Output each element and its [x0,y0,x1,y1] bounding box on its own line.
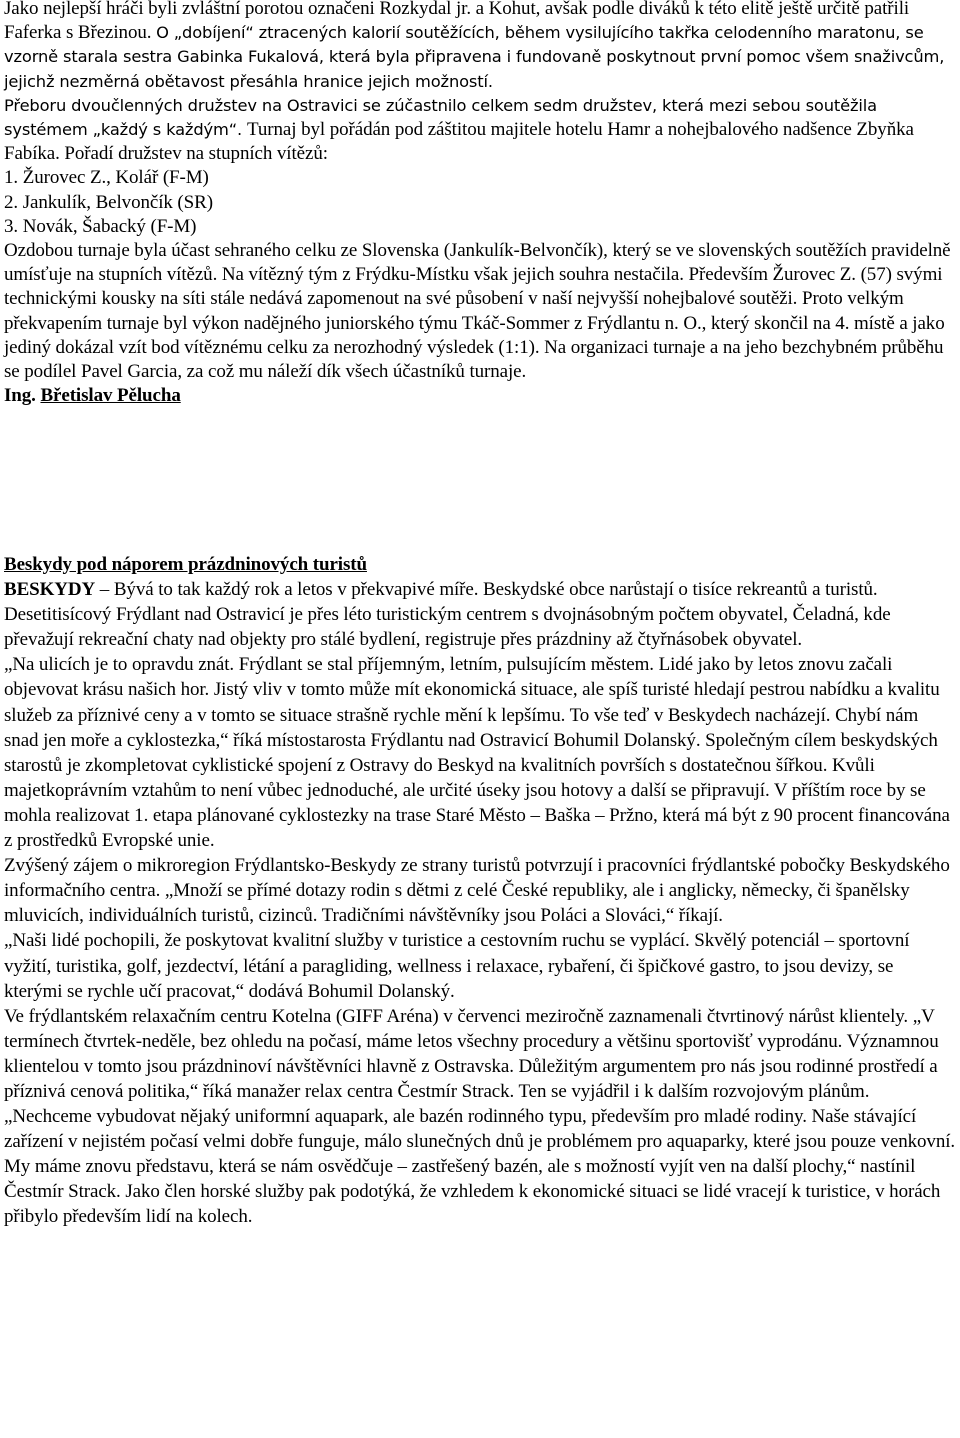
body-paragraph: „Naši lidé pochopili, že poskytovat kvalitní služby v turistice a cestovním ruchu se vyplácí. Skvělý potenciál – sportovní vyžití, turistika, golf, jezdectví, létání a paragliding, wellness i relaxace, rybaření, či špičkové gastro, to jsou devizy, se kterými se rychle učí pracovat,“ dodává Bohumil Dolanský. [4,930,910,1002]
lead-keyword: BESKYDY [4,579,96,601]
result-line-3: 3. Novák, Šabacký (F-M) [4,215,197,237]
result-line-1: 1. Žurovec Z., Kolář (F-M) [4,167,209,189]
tournament-text-serif: Turnaj byl pořádán pod záštitou majitele hotelu Hamr a nohejbalového nadšence Zbyňka Fabíka. Pořadí družstev na stupních vítězů: [4,119,914,165]
article-headline: Beskydy pod náporem prázdninových turistů [4,554,367,575]
intro-text-sans: O „dobíjení“ ztracených kalorií soutěžících, během vysilujícího takřka celodenního maratonu, se vzorně starala sestra Gabinka Fukalová, která byla připravena i fundovaně poskytnout první pomoc všem snaživcům, jejichž nezměrná obětavost přesáhla hranice jejich možností. [4,23,945,91]
author-prefix: Ing. [4,385,41,407]
body-paragraph: „Na ulicích je to opravdu znát. Frýdlant se stal příjemným, letním, pulsujícím městem. Lidé jako by letos znovu začali objevovat krásu našich hor. Jistý vliv v tomto může mít ekonomická situace, ale spíš turisté hledají pestrou nabídku a kvalitu služeb za příznivé ceny a v tomto se situace strašně rychle mění k lepšímu. To vše teď v Beskydech nacházejí. Chybí nám snad jen moře a cyklostezka,“ říká místostarosta Frýdlantu nad Ostravicí Bohumil Dolanský. Společným cílem beskydských starostů je zkompletovat cyklistické spojení z Ostravy do Beskyd na kvalitních površích s dostatečnou šířkou. Kvůli majetkoprávním vztahům to není vůbec jednoduché, ale určité úseky jsou hotovy a další se připravují. V příštím roce by se mohla realizovat 1. etapa plánované cyklostezky na trase Staré Město – Baška – Pržno, která má být z 90 procent financována z prostředků Evropské unie. [4,654,950,852]
author-name: Břetislav Pělucha [40,385,181,407]
summary-paragraph: Ozdobou turnaje byla účast sehraného celku ze Slovenska (Jankulík-Belvončík), který se ve slovenských soutěžích pravidelně umísťuje na stupních vítězů. Na vítězný tým z Frýdku-Místku však jejich souhra nestačila. Především Žurovec Z. (57) svými technickými kousky na síti stále nedává zapomenout na své působení v naší nejvyšší nohejbalové soutěži. Proto velkým překvapením turnaje byl výkon nadějného juniorského týmu Tkáč-Sommer z Frýdlantu n. O., který skončil na 4. místě a jako jediný dokázal vzít bod vítěznému celku za nerozhodný výsledek (1:1). Na organizaci turnaje a na jeho bezchybném průběhu se podílel Pavel Garcia, za což mu náleží dík všech účastníků turnaje. [4,240,951,383]
article-beskydy [4,552,956,1230]
body-paragraph: Zvýšený zájem o mikroregion Frýdlantsko-Beskydy ze strany turistů potvrzují i pracovníci frýdlantské pobočky Beskydského informačního centra. „Množí se přímé dotazy rodin s dětmi z celé České republiky, ale i anglicky, německy, či španělsky mluvicích, individuálních turistů, cizinců. Tradičními návštěvníky jsou Poláci a Slováci,“ říkají. [4,855,950,927]
body-paragraph: Ve frýdlantském relaxačním centru Kotelna (GIFF Aréna) v červenci meziročně zaznamenali čtvrtinový nárůst klientely. „V termínech čtvrtek-neděle, bez ohledu na počasí, máme letos všechny procedury a většinu sportovišť vyprodánu. Významnou klientelou v tomto jsou prázdninoví návštěvníci hlavně z Ostravska. Důležitým argumentem pro nás jsou rodinné prostředí a příznivá cenová politika,“ říká manažer relax centra Čestmír Strack. Ten se vyjádřil i k dalším rozvojovým plánům. „Nechceme vybudovat nějaký uniformní aquapark, ale bazén rodinného typu, především pro mladé rodiny. Naše stávající zařízení v nejistém počasí velmi dobře funguje, málo slunečných dnů je problémem pro aquaparky, které jsou pouze venkovní. My máme znovu představu, která se nám osvědčuje – zastřešený bazén, ale s možností vyjít ven na další plochy,“ nastínil Čestmír Strack. Jako člen horské služby pak podotýká, že vzhledem k ekonomické situaci se lidé vracejí k turistice, v horách přibylo především lidí na kolech. [4,1005,956,1228]
tournament-paragraph [4,94,954,167]
article-nohejbal [4,0,954,408]
lead-paragraph [4,577,956,652]
intro-paragraph [4,0,954,94]
tournament-text-sans: Přeboru dvoučlenných družstev na Ostravici se zúčastnilo celkem sedm družstev, která mezi sebou soutěžila systémem „každý s každým“. [4,95,877,140]
result-line-2: 2. Jankulík, Belvončík (SR) [4,191,213,213]
lead-text: – Bývá to tak každý rok a letos v překvapivé míře. Beskydské obce narůstají o tisíce rekreantů a turistů. Desetitisícový Frýdlant nad Ostravicí je přes léto turistickým centrem s dvojnásobným počtem obyvatel, Čeladná, kde převažují rekreační chaty nad objekty pro stálé bydlení, registruje přes prázdniny až čtyřnásobek obyvatel. [4,579,891,651]
author-signature [4,384,954,408]
intro-text-serif: Jako nejlepší hráči byli zvláštní porotou označeni Rozkydal jr. a Kohut, avšak podle diváků k této elitě ještě určitě patřili Faferka s Březinou. [4,0,910,44]
